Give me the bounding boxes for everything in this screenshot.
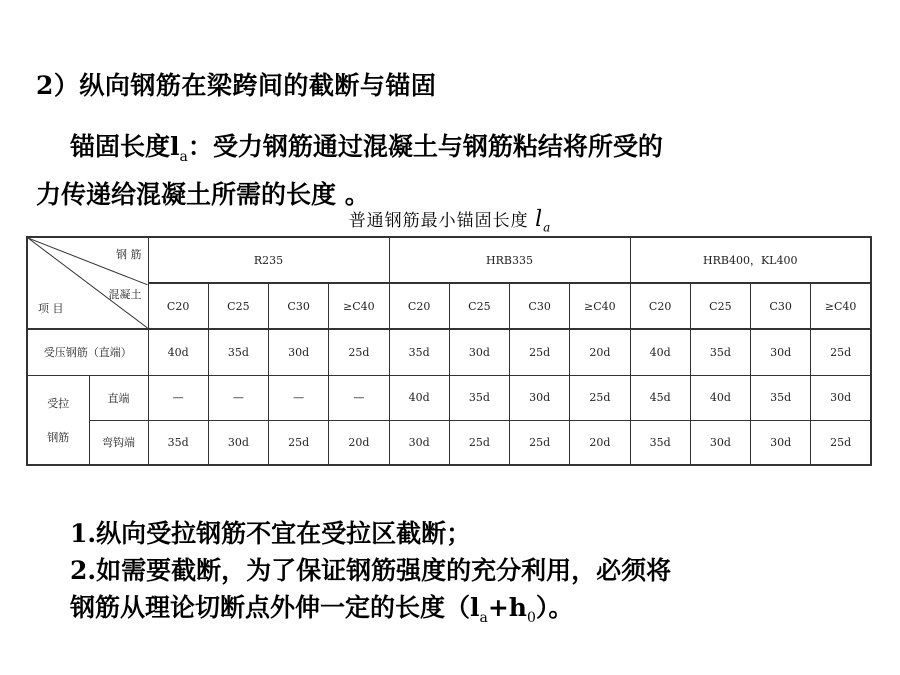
anchorage-definition: [36, 128, 836, 214]
steel-group-header: HRB335: [389, 237, 630, 283]
corner-label-steel: 钢 筋: [116, 248, 142, 261]
grade-header: C25: [208, 283, 268, 329]
corner-label-item: 项 目: [38, 302, 64, 315]
table-cell: 30d: [208, 420, 268, 465]
grade-header: C30: [269, 283, 329, 329]
notes: [70, 515, 671, 637]
table-cell: —: [269, 375, 329, 420]
table-cell: 45d: [630, 375, 690, 420]
grade-header: ≥C40: [811, 283, 871, 329]
table-corner-cell: [27, 237, 148, 329]
table-cell: 25d: [811, 420, 871, 465]
grade-header: C30: [751, 283, 811, 329]
table-cell: 30d: [751, 420, 811, 465]
table-cell: 30d: [449, 329, 509, 375]
table-cell: 35d: [630, 420, 690, 465]
note-2: 2.如需要截断，为了保证钢筋强度的充分利用，必须将: [70, 556, 672, 585]
table-cell: 40d: [389, 375, 449, 420]
table-cell: 40d: [630, 329, 690, 375]
table-row-compression: [27, 329, 871, 375]
note-2-continued: 钢筋从理论切断点外伸一定的长度$(l_a+h_0)$。: [70, 593, 574, 626]
table-cell: 35d: [389, 329, 449, 375]
grade-header: C20: [630, 283, 690, 329]
table-header-row-steel: [27, 237, 871, 283]
table-cell: —: [148, 375, 208, 420]
table-cell: 30d: [690, 420, 750, 465]
table-row-tension-straight: [27, 375, 871, 420]
table-header-row-grade: [27, 283, 871, 329]
table-cell: 35d: [751, 375, 811, 420]
row-label-tension: [27, 375, 89, 465]
table-cell: 35d: [148, 420, 208, 465]
table-cell: 35d: [449, 375, 509, 420]
row-label-tension-line-1: 受拉: [47, 396, 70, 410]
table-cell: 35d: [208, 329, 268, 375]
row-label-tension-line-2: 钢筋: [47, 430, 70, 444]
table-cell: —: [208, 375, 268, 420]
table-cell: 20d: [570, 420, 630, 465]
grade-header: C25: [690, 283, 750, 329]
table-cell: 20d: [329, 420, 389, 465]
table-cell: 40d: [690, 375, 750, 420]
table-cell: 25d: [449, 420, 509, 465]
table-cell: 25d: [329, 329, 389, 375]
table-cell: 40d: [148, 329, 208, 375]
definition-text: ：受力钢筋通过混凝土与钢筋粘结将所受的: [187, 132, 663, 161]
table-cell: 30d: [751, 329, 811, 375]
table-cell: 25d: [811, 329, 871, 375]
row-label-compression: 受压钢筋（直端）: [27, 329, 148, 375]
table-cell: 30d: [269, 329, 329, 375]
grade-header: ≥C40: [329, 283, 389, 329]
table-row-tension-hook: [27, 420, 871, 465]
table-cell: 30d: [389, 420, 449, 465]
anchorage-length-table: [26, 236, 872, 466]
table-title: [0, 206, 900, 234]
grade-header: C25: [449, 283, 509, 329]
corner-label-concrete: 混凝土: [108, 288, 142, 301]
row-label-straight: 直端: [89, 375, 148, 420]
table-cell: 25d: [510, 329, 570, 375]
grade-header: ≥C40: [570, 283, 630, 329]
table-cell: 25d: [510, 420, 570, 465]
table-cell: 35d: [690, 329, 750, 375]
definition-line-2: 力传递给混凝土所需的长度 。: [36, 180, 370, 209]
table-cell: 25d: [269, 420, 329, 465]
table-cell: —: [329, 375, 389, 420]
table-cell: 30d: [510, 375, 570, 420]
definition-line-1: [36, 128, 836, 176]
steel-group-header: HRB400，KL400: [630, 237, 871, 283]
steel-group-header: R235: [148, 237, 389, 283]
grade-header: C30: [510, 283, 570, 329]
table-title-text: 普通钢筋最小锚固长度: [348, 211, 529, 231]
row-label-hook: 弯钩端: [89, 420, 148, 465]
definition-term: 锚固长度l: [70, 132, 180, 161]
section-heading: 2）纵向钢筋在梁跨间的截断与锚固: [36, 71, 437, 100]
table-cell: 30d: [811, 375, 871, 420]
grade-header: C20: [148, 283, 208, 329]
note-1: 1.纵向受拉钢筋不宜在受拉区截断；: [70, 519, 472, 548]
definition-term-subscript: a: [179, 149, 188, 165]
table-title-symbol: $l_a$: [535, 207, 552, 235]
table-cell: 25d: [570, 375, 630, 420]
grade-header: C20: [389, 283, 449, 329]
table-cell: 20d: [570, 329, 630, 375]
